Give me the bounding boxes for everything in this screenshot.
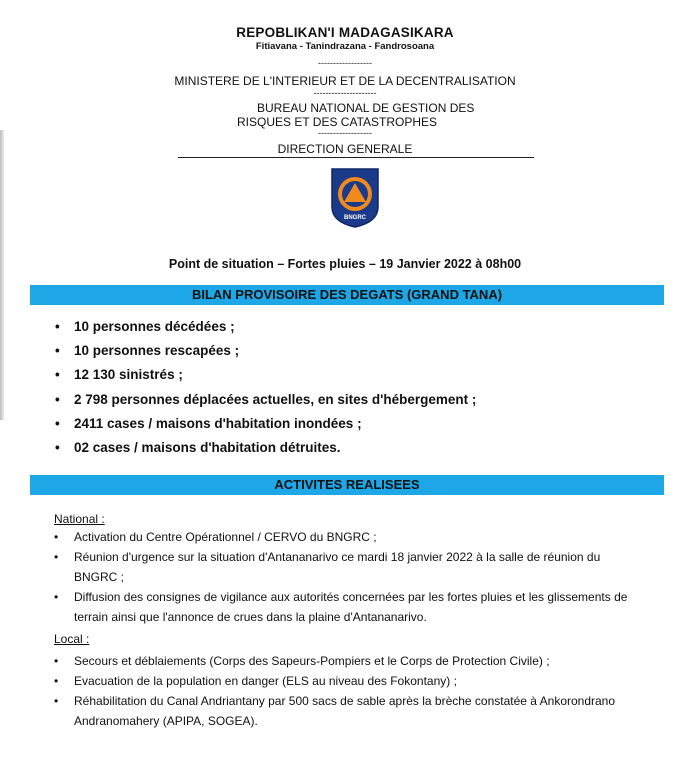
list-item: • Réunion d'urgence sur la situation d'Antananarivo ce mardi 18 janvier 2022 à la salle de réunion du — [54, 547, 674, 567]
bullet-icon: • — [54, 674, 59, 688]
bullet-icon: • — [55, 439, 60, 455]
damage-section-title: BILAN PROVISOIRE DES DEGATS (GRAND TANA) — [30, 285, 664, 305]
list-item: • Secours et déblaiements (Corps des Sapeurs-Pompiers et le Corps de Protection Civile) ; — [54, 651, 674, 671]
list-item: • 10 personnes décédées ; — [55, 319, 235, 334]
separator-3: ------------------ — [318, 128, 372, 138]
list-item: • Activation du Centre Opérationnel / CERVO du BNGRC ; — [54, 527, 674, 547]
local-activities-list — [54, 651, 674, 731]
list-item: • Diffusion des consignes de vigilance aux autorités concernées par les fortes pluies et les glissements de — [54, 587, 674, 607]
list-item: • 02 cases / maisons d'habitation détruites. — [55, 439, 341, 455]
direction-name: DIRECTION GENERALE — [277, 142, 413, 156]
logo-text: BNGRC — [344, 215, 366, 221]
list-item: • 2411 cases / maisons d'habitation inondées ; — [55, 415, 362, 431]
list-item-continuation: terrain ainsi que l'annonce de crues dans la plaine d'Antananarivo. — [74, 610, 427, 624]
bullet-icon: • — [54, 530, 59, 544]
bullet-icon: • — [54, 550, 59, 564]
damage-list — [55, 318, 476, 463]
list-item: • 2 798 personnes déplacées actuelles, en sites d'hébergement ; — [55, 391, 477, 407]
activities-section-title: ACTIVITES REALISEES — [30, 475, 664, 495]
national-motto: Fitiavana - Tanindrazana - Fandrosoana — [255, 41, 435, 52]
header-rule — [178, 157, 534, 158]
list-item: • Evacuation de la population en danger (ELS au niveau des Fokontany) ; — [54, 671, 674, 691]
local-label: Local : — [54, 632, 90, 646]
list-item: • 12 130 sinistrés ; — [55, 367, 183, 383]
national-activities-list — [54, 527, 674, 627]
bullet-icon: • — [55, 343, 60, 359]
ministry-name: MINISTERE DE L'INTERIEUR ET DE LA DECENTRALISATION — [174, 74, 516, 88]
list-item: • 10 personnes rescapées ; — [55, 343, 240, 359]
list-item-continuation: BNGRC ; — [74, 570, 125, 584]
separator-2: --------------------- — [313, 88, 377, 98]
list-item-continuation: Andranomahery (APIPA, SOGEA). — [74, 714, 258, 728]
separator-1: ------------------ — [318, 58, 372, 68]
national-label: National : — [54, 512, 105, 526]
bullet-icon: • — [55, 415, 60, 431]
bngrc-emblem-icon — [330, 167, 380, 229]
page-edge-shadow — [0, 130, 4, 420]
bullet-icon: • — [55, 391, 60, 407]
bullet-icon: • — [54, 694, 59, 708]
situation-title: Point de situation – Fortes pluies – 19 Janvier 2022 à 08h00 — [168, 257, 522, 271]
bullet-icon: • — [54, 654, 59, 668]
bullet-icon: • — [54, 590, 59, 604]
list-item: • Réhabilitation du Canal Andriantany par 500 sacs de sable après la brèche constatée à Ankorondrano — [54, 691, 674, 711]
bullet-icon: • — [55, 367, 60, 383]
bureau-name-line2: RISQUES ET DES CATASTROPHES — [237, 115, 438, 129]
bullet-icon: • — [55, 319, 60, 334]
republic-title: REPOBLIKAN'I MADAGASIKARA — [236, 25, 454, 40]
bureau-name-line1: BUREAU NATIONAL DE GESTION DES — [257, 101, 475, 115]
